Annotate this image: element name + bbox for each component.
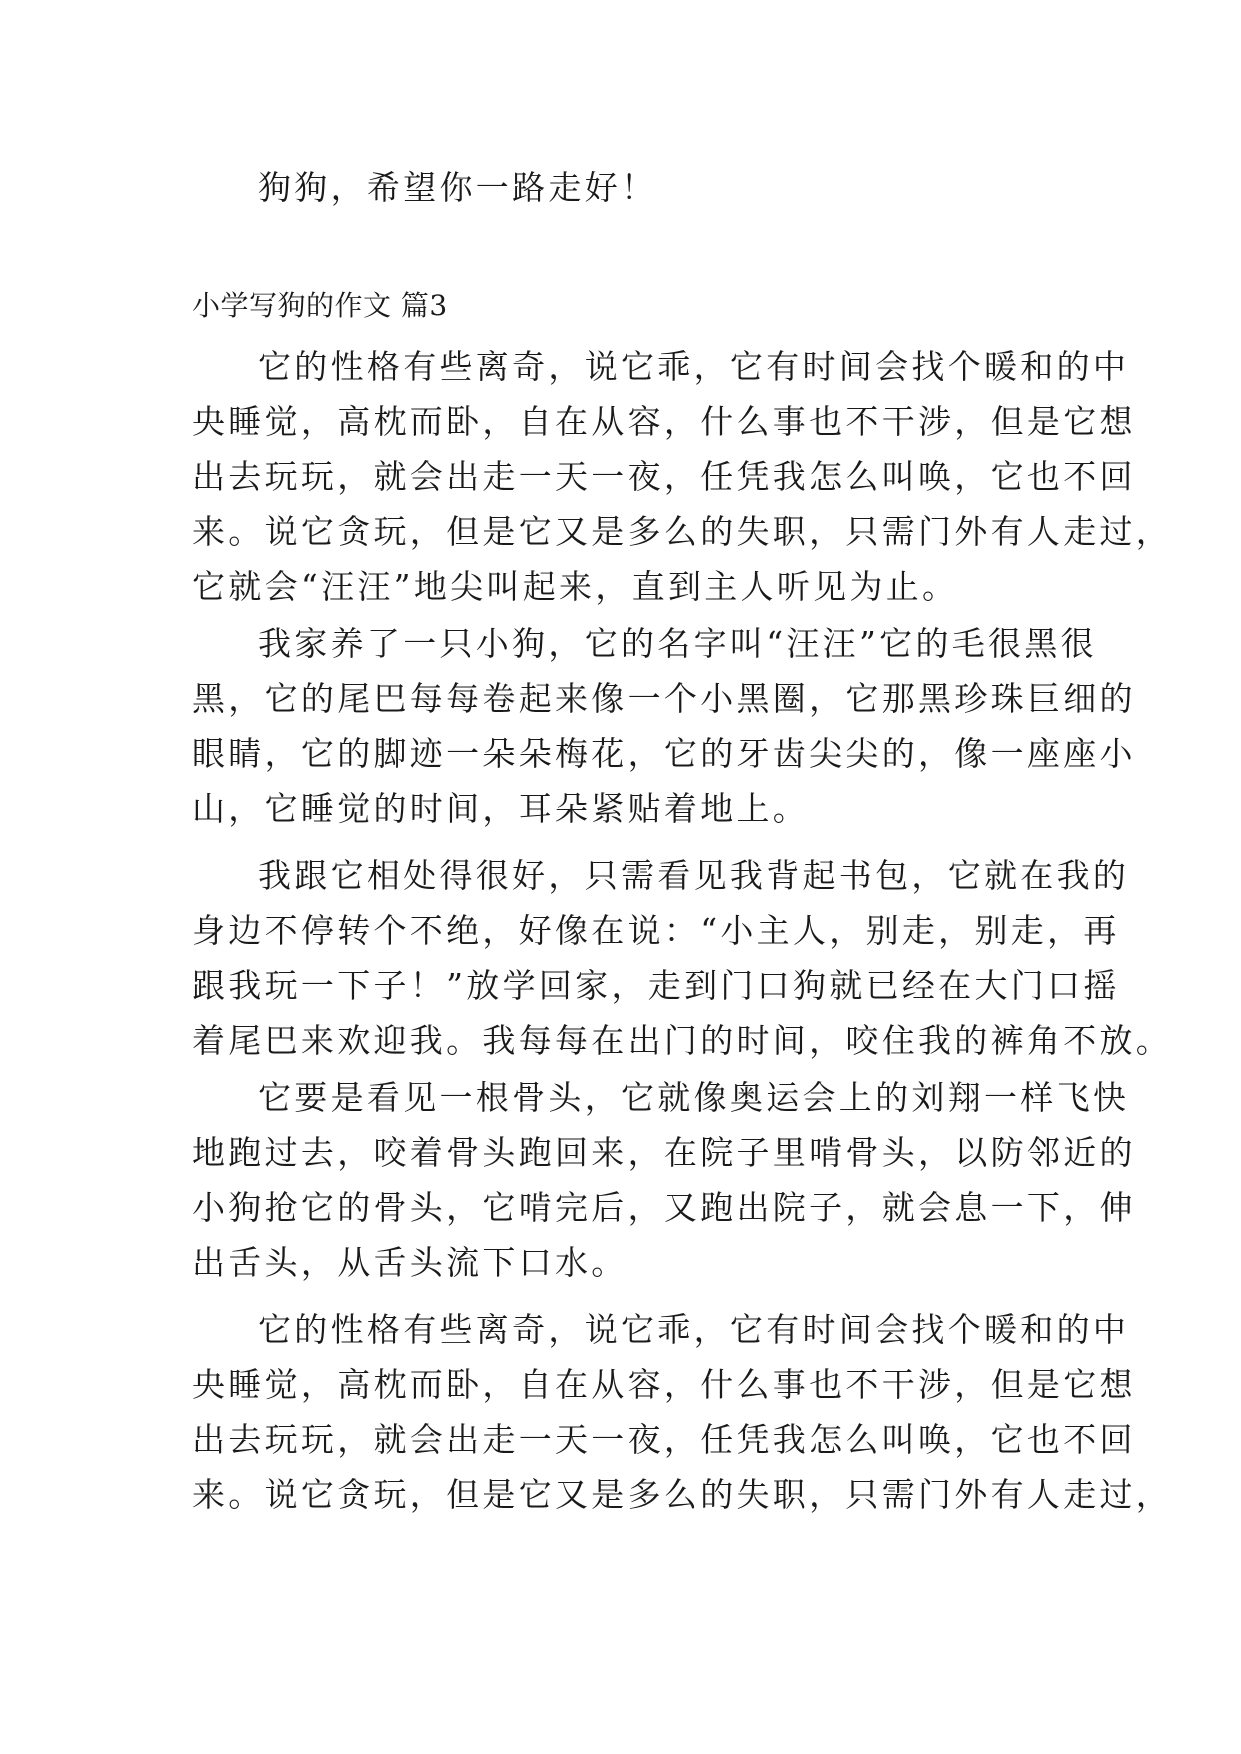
paragraph-line: 出去玩玩，就会出走一天一夜，任凭我怎么叫唤，它也不回 xyxy=(192,1420,1136,1459)
paragraph-line: 黑，它的尾巴每每卷起来像一个小黑圈，它那黑珍珠巨细的 xyxy=(192,679,1136,718)
paragraph-line: 它的性格有些离奇，说它乖，它有时间会找个暖和的中 xyxy=(258,1310,1130,1349)
paragraph-line: 身边不停转个不绝，好像在说：“小主人，别走，别走，再 xyxy=(192,911,1120,950)
paragraph-line: 它的性格有些离奇，说它乖，它有时间会找个暖和的中 xyxy=(258,347,1130,386)
paragraph-line: 地跑过去，咬着骨头跑回来，在院子里啃骨头，以防邻近的 xyxy=(192,1133,1136,1172)
paragraph-line: 山，它睡觉的时间，耳朵紧贴着地上。 xyxy=(192,789,810,828)
paragraph-line: 出舌头，从舌头流下口水。 xyxy=(192,1243,628,1282)
paragraph-line: 小狗抢它的骨头，它啃完后，又跑出院子，就会息一下，伸 xyxy=(192,1188,1136,1227)
paragraph-line: 来。说它贪玩，但是它又是多么的失职，只需门外有人走过， xyxy=(192,1475,1173,1514)
paragraph-line: 我跟它相处得很好，只需看见我背起书包，它就在我的 xyxy=(258,856,1130,895)
paragraph-line: 着尾巴来欢迎我。我每每在出门的时间，咬住我的裤角不放。 xyxy=(192,1021,1173,1060)
paragraph-line: 它要是看见一根骨头，它就像奥运会上的刘翔一样飞快 xyxy=(258,1078,1130,1117)
paragraph-line: 出去玩玩，就会出走一天一夜，任凭我怎么叫唤，它也不回 xyxy=(192,457,1136,496)
closing-line: 狗狗，希望你一路走好！ xyxy=(258,168,658,207)
paragraph-line: 央睡觉，高枕而卧，自在从容，什么事也不干涉，但是它想 xyxy=(192,1365,1136,1404)
section-title: 小学写狗的作文 篇3 xyxy=(192,289,448,322)
paragraph-line: 来。说它贪玩，但是它又是多么的失职，只需门外有人走过， xyxy=(192,512,1173,551)
paragraph-line: 央睡觉，高枕而卧，自在从容，什么事也不干涉，但是它想 xyxy=(192,402,1136,441)
paragraph-line: 我家养了一只小狗，它的名字叫“汪汪”它的毛很黑很 xyxy=(258,624,1097,663)
paragraph-line: 眼睛，它的脚迹一朵朵梅花，它的牙齿尖尖的，像一座座小 xyxy=(192,734,1136,773)
paragraph-line: 跟我玩一下子！”放学回家，走到门口狗就已经在大门口摇 xyxy=(192,966,1120,1005)
paragraph-line: 它就会“汪汪”地尖叫起来，直到主人听见为止。 xyxy=(192,567,959,606)
